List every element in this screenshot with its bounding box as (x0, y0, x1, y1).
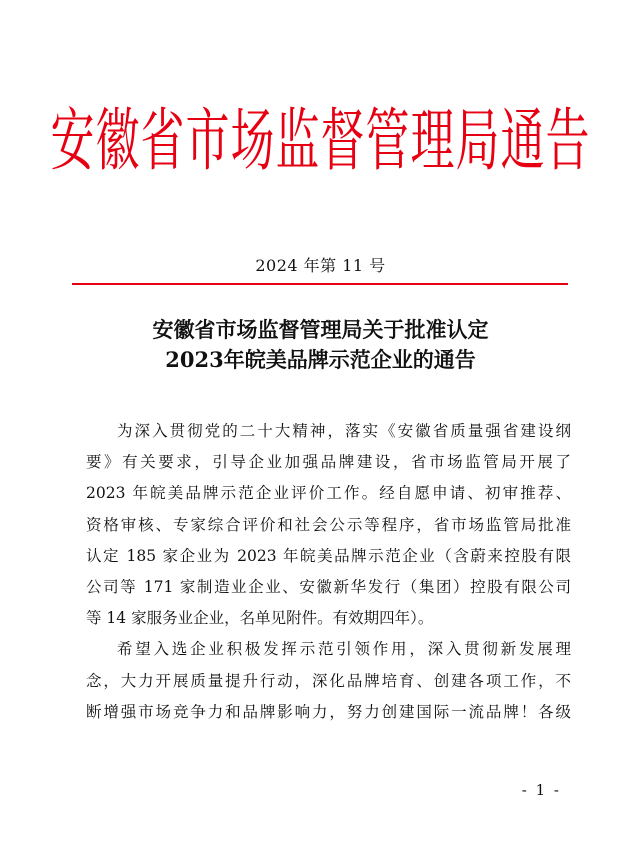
notice-title (0, 315, 641, 375)
masthead-title: 安徽省市场监督管理局通告 (50, 101, 591, 181)
paragraph-1 (86, 416, 571, 634)
document-number: 2024 年第 11 号 (255, 256, 386, 275)
paragraph-line: 念，大力开展质量提升行动，深化品牌培育、创建各项工作，不 (86, 671, 571, 690)
paragraph-line: 资格审核、专家综合评价和社会公示等程序，省市场监管局批准 (86, 515, 571, 534)
notice-title-line-2: 2023年皖美品牌示范企业的通告 (165, 347, 476, 372)
paragraph-line: 2023 年皖美品牌示范企业评价工作。经自愿申请、初审推荐、 (86, 484, 571, 503)
paragraph-line: 希望入选企业积极发挥示范引领作用，深入贯彻新发展理 (117, 640, 571, 659)
red-divider-line (72, 283, 568, 285)
paragraph-line: 认定 185 家企业为 2023 年皖美品牌示范企业（含蔚来控股有限 (86, 546, 571, 565)
paragraph-2 (86, 634, 571, 728)
paragraph-line: 等 14 家服务业企业，名单见附件。有效期四年）。 (86, 609, 434, 628)
paragraph-line: 要》有关要求，引导企业加强品牌建设，省市场监管局开展了 (86, 453, 571, 472)
body-text (86, 416, 571, 728)
paragraph-line: 断增强市场竞争力和品牌影响力，努力创建国际一流品牌！各级 (86, 702, 571, 721)
paragraph-line: 公司等 171 家制造业企业、安徽新华发行（集团）控股有限公司 (86, 578, 571, 597)
paragraph-line: 为深入贯彻党的二十大精神，落实《安徽省质量强省建设纲 (117, 422, 571, 440)
page-number: - 1 - (521, 781, 561, 799)
notice-title-line-1: 安徽省市场监督管理局关于批准认定 (152, 317, 489, 342)
